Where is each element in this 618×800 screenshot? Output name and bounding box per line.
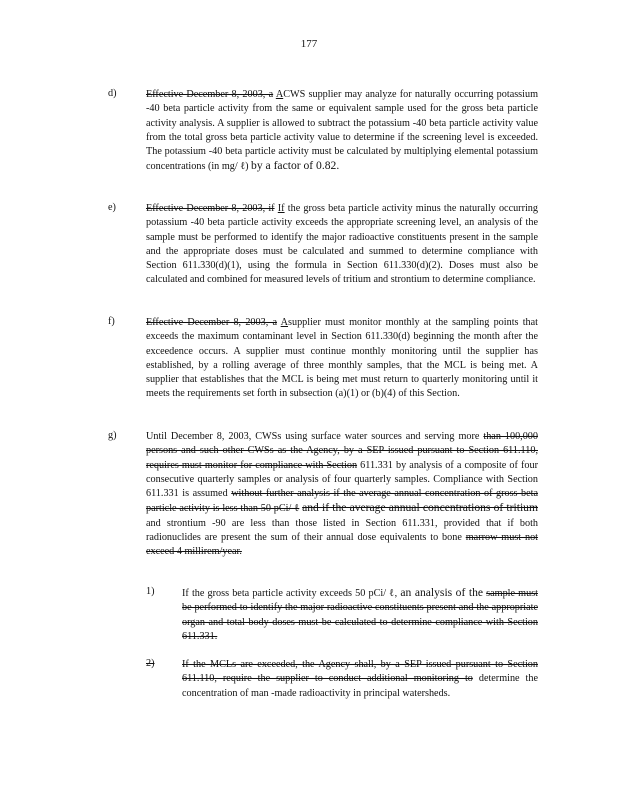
inserted-text: If xyxy=(277,203,285,214)
paragraph-text: determine the concentration of man -made radioactivity in principal watersheds. xyxy=(182,673,538,699)
struck-text: sample must be performed to identify the major radioactive constituents present and the appropriate organ and total body doses must be calculated to determine compliance with Section 611.331. xyxy=(182,588,538,642)
paragraph-e-body xyxy=(146,202,538,288)
subparagraph-1 xyxy=(146,586,538,644)
struck-text-large: and if the average annual concentrations of tritium xyxy=(302,501,538,515)
paragraph-g-body xyxy=(146,430,538,560)
struck-text: If the MCLs are exceeded, the Agency shall, by a SEP issued pursuant to Section 611.110, require the supplier to conduct additional monitoring to xyxy=(182,659,538,685)
paragraph-f-label: f) xyxy=(108,316,115,327)
paragraph-text-large: by a factor of 0.82. xyxy=(251,159,340,173)
paragraph-d xyxy=(108,88,538,175)
paragraph-text: Until December 8, 2003, CWSs using surface water sources and serving more xyxy=(146,431,480,442)
page-number: 177 xyxy=(300,38,318,50)
inserted-text: A xyxy=(280,317,289,328)
struck-text: Effective December 8, 2003, if xyxy=(146,203,275,214)
paragraph-f xyxy=(108,316,538,402)
subparagraph-2-body xyxy=(182,658,538,701)
subparagraph-2 xyxy=(146,658,538,701)
paragraph-text-large: an analysis of the xyxy=(400,586,484,599)
paragraph-text: supplier must monitor monthly at the sampling points that exceeds the maximum contaminant level in Section 611.330(d) beginning the month after the exceedence occurs. A supplier must continue monthly monitoring until the supplier has established, by a rolling average of three monthly samples, that the MCL is being met. A supplier that establishes that the MCL is being met must return to quarterly monitoring until it meets the requirements set forth in subsection (a)(1) or (b)(4) of this Section. xyxy=(146,317,538,400)
paragraph-text: CWS supplier may analyze for naturally occurring potassium -40 beta particle activity from the same or equivalent sample used for the gross beta particle activity analysis. A supplier is allowed to subtract the potassium -40 beta particle activity value from the total gross beta particle activity value to determine if the screening level is exceeded. The potassium -40 beta particle activity must be calculated by multiplying elemental potassium concentrations (in mg/ ℓ) xyxy=(146,89,538,173)
paragraph-text: If the gross beta particle activity exceeds 50 pCi/ ℓ, xyxy=(182,588,398,599)
paragraph-e xyxy=(108,202,538,288)
paragraph-text: 611.331 by analysis of a composite of four consecutive quarterly samples or analysis of four quarterly samples. Compliance with Section 611.331 is assumed xyxy=(146,459,538,500)
paragraph-f-body xyxy=(146,316,538,402)
paragraph-e-label: e) xyxy=(108,202,116,213)
paragraph-d-label: d) xyxy=(108,88,117,99)
subparagraph-1-label: 1) xyxy=(146,586,155,597)
struck-text: Effective December 8, 2003, a xyxy=(146,89,274,100)
struck-text: without further analysis if the average annual concentration of gross beta particle activity is less than 50 pCi/ ℓ xyxy=(146,488,539,515)
inserted-text: A xyxy=(275,89,284,100)
paragraph-g-label: g) xyxy=(108,430,117,441)
struck-text: marrow must not exceed 4 millirem/year. xyxy=(146,532,539,558)
subparagraph-2-label: 2) xyxy=(146,658,155,669)
struck-text: Effective December 8, 2003, a xyxy=(146,317,277,328)
paragraph-d-body xyxy=(146,88,538,175)
paragraph-text: the gross beta particle activity minus the naturally occurring potassium -40 beta particle activity exceeds the appropriate screening level, an analysis of the sample must be performed to identify the major radioactive constituents present in the sample and the appropriate doses must be calculated and summed to determine compliance with Section 611.330(d)(1), using the formula in Section 611.330(d)(2). Doses must also be calculated and combined for measured levels of tritium and strontium to determine compliance. xyxy=(146,203,538,286)
subparagraph-1-body xyxy=(182,586,538,644)
paragraph-g xyxy=(108,430,538,560)
struck-text: than 100,000 persons and such other CWSs as the Agency, by a SEP issued pursuant to Section 611.110, requires must monitor for compliance with Section xyxy=(146,431,538,471)
paragraph-text: and strontium -90 are less than those listed in Section 611.331, provided that if both radionuclides are present the sum of their annual dose equivalents to bone xyxy=(146,517,538,544)
